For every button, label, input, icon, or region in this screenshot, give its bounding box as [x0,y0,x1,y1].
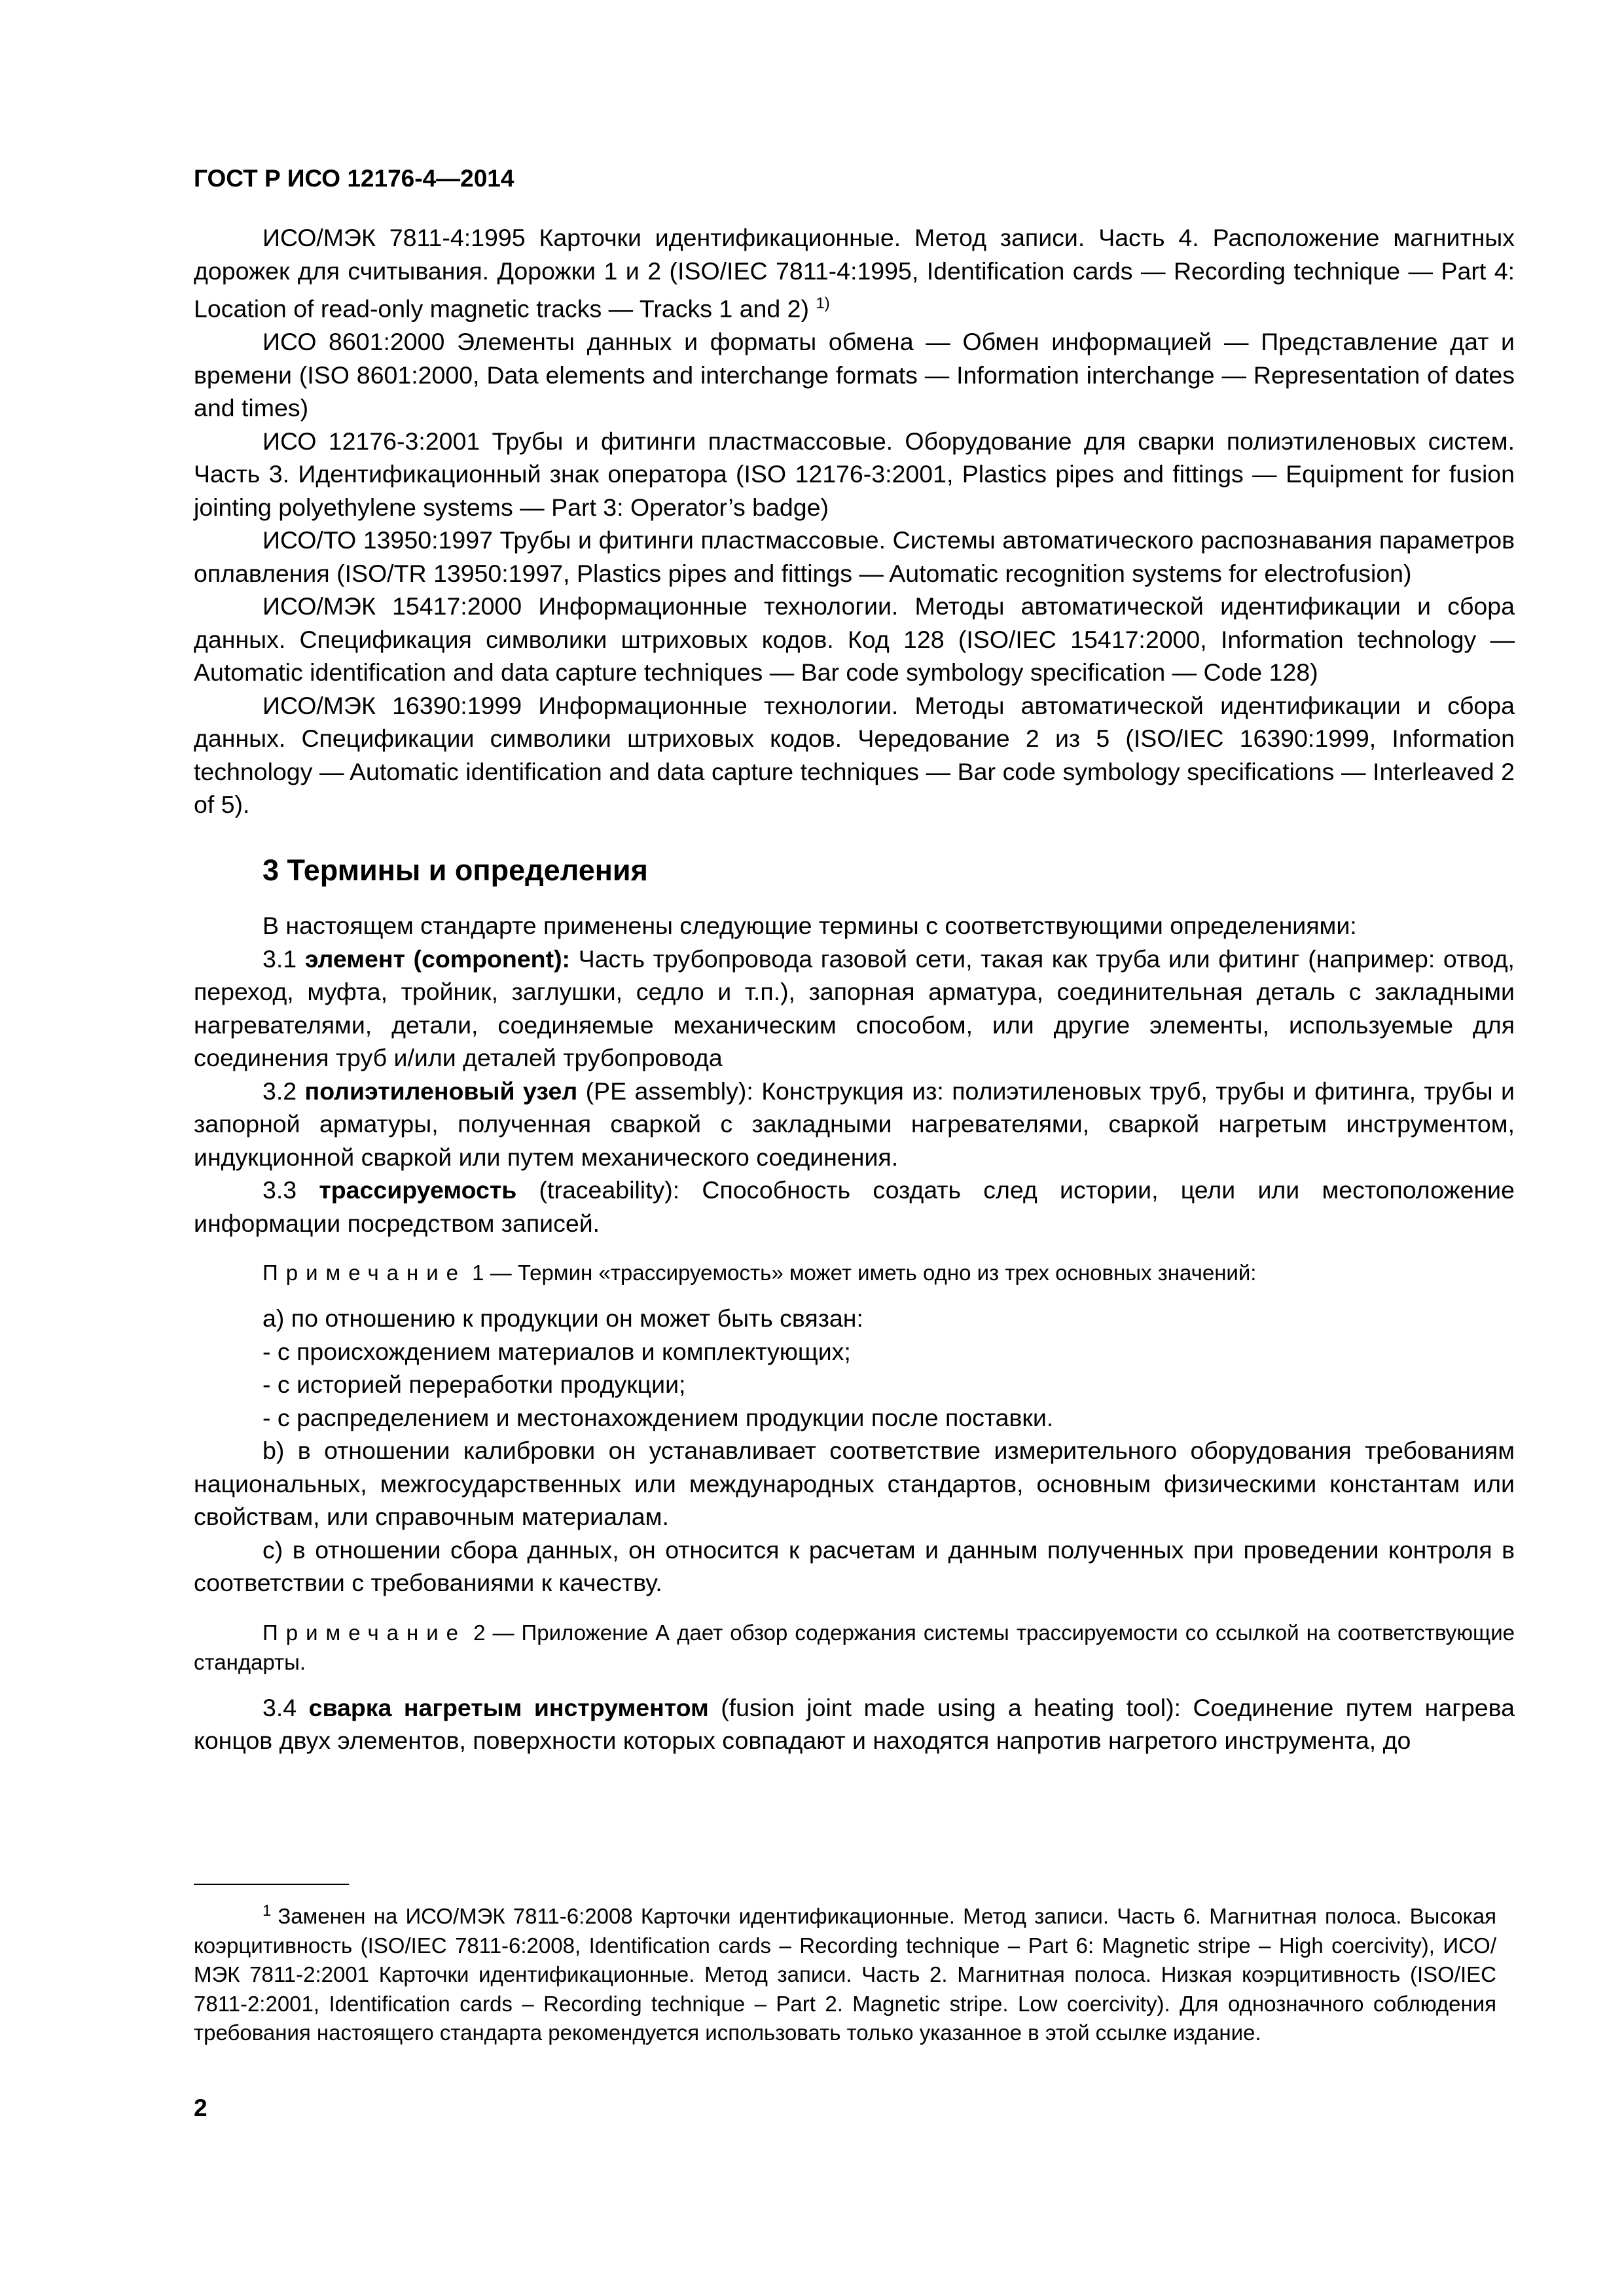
term-number: 3.3 [262,1176,319,1204]
term-definition [194,942,1515,1075]
reference-item [194,325,1515,425]
term-text: (PE assembly): Конструкция из: полиэтиленовых труб, трубы и фитинга, трубы и запорной арматуры, полученная сваркой с закладными нагревателями, сваркой нагретым инструментом, индукционной сваркой или путем механического соединения. [194,1077,1515,1171]
page-number: 2 [194,2094,208,2121]
reference-text: ИСО 8601:2000 Элементы данных и форматы обмена — Обмен информацией — Представление дат и времени (ISO 8601:2000, Data elements and interchange formats — Information interchange — Representation of dates and times) [194,328,1515,422]
footnote-number: 1 [262,1902,272,1920]
term-number: 3.1 [262,944,305,973]
note [194,1618,1515,1677]
list-item: - с историей переработки продукции; [262,1371,686,1398]
reference-item [194,221,1515,325]
list-item: а) по отношению к продукции он может быть связан: [262,1304,863,1332]
term-name: трассируемость [319,1176,517,1204]
reference-item [194,524,1515,590]
footnote [194,1897,1496,2048]
reference-text: ИСО/МЭК 15417:2000 Информационные технологии. Методы автоматической идентификации и сбора данных. Спецификация символики штриховых кодов. Код 128 (ISO/IEC 15417:2000, Information technology — Automatic identification and data capture techniques — Bar code symbology specification — Code 128) [194,592,1515,686]
reference-text: ИСО/ТО 13950:1997 Трубы и фитинги пластмассовые. Системы автоматического распознавания параметров оплавления (ISO/TR 13950:1997, Plastics pipes and fittings — Automatic recognition systems for electrofusion) [194,526,1515,587]
term-name: сварка нагретым инструментом [308,1693,709,1721]
note-text: 2 — Приложение А дает обзор содержания системы трассируемости со ссылкой на соответствующие стандарты. [194,1620,1515,1674]
document-header: ГОСТ Р ИСО 12176-4—2014 [194,165,514,192]
list-item: b) в отношении калибровки он устанавливает соответствие измерительного оборудования требованиям национальных, межгосударственных или международных стандартов, основным физическими константам или свойствам, или справочным материалам. [194,1437,1515,1530]
footnote-text: Заменен на ИСО/МЭК 7811-6:2008 Карточки идентификационные. Метод записи. Часть 6. Магнитная полоса. Высокая коэрцитивность (ISO/IEC 7811-6:2008, Identification cards – Recording technique – Part 6: Magnetic stripe – High coercivity), ИСО/МЭК 7811-2:2001 Карточки идентификационные. Метод записи. Часть 2. Магнитная полоса. Низкая коэрцитивность (ISO/IEC 7811-2:2001, Identification cards – Recording technique – Part 2. Magnetic stripe. Low coercivity). Для однозначного соблюдения требования настоящего стандарта рекомендуется использовать только указанное в этой ссылке издание. [194,1904,1496,2045]
term-name: элемент (component): [304,944,571,973]
term-text: Часть трубопровода газовой сети, такая как труба или фитинг (например: отвод, переход, муфта, тройник, заглушки, седло и т.п.), запорная арматура, соединительная деталь с закладными нагревателями, детали, соединяемые механическим способом, или другие элементы, используемые для соединения труб и/или деталей трубопровода [194,944,1515,1071]
reference-item [194,689,1515,821]
body-text [194,221,1515,1757]
term-text: (traceability): Способность создать след истории, цели или местоположение информации посредством записей. [194,1176,1515,1237]
section-intro: В настоящем стандарте применены следующие термины с соответствующими определениями: [262,912,1357,939]
term-name: полиэтиленовый узел [304,1077,578,1105]
list-item: - с распределением и местонахождением продукции после поставки. [262,1403,1054,1431]
reference-item [194,425,1515,524]
section-heading: 3 Термины и определения [262,853,648,887]
term-number: 3.4 [262,1693,309,1721]
footnote-marker: 1) [816,295,830,312]
reference-item [194,590,1515,689]
list-item: - с происхождением материалов и комплектующих; [262,1337,851,1365]
note-label: Примечание [262,1620,467,1645]
term-definition [194,1174,1515,1240]
footnote-divider [194,1884,349,1885]
term-text: (fusion joint made using a heating tool): Соединение путем нагрева концов двух элементов, поверхности которых совпадают и находятся напротив нагретого инструмента, до [194,1693,1515,1754]
list-item: с) в отношении сбора данных, он относится к расчетам и данным полученных при проведении контроля в соответствии с требованиями к качеству. [194,1535,1515,1596]
term-definition [194,1075,1515,1174]
term-definition [194,1691,1515,1757]
reference-text: ИСО 12176-3:2001 Трубы и фитинги пластмассовые. Оборудование для сварки полиэтиленовых систем. Часть 3. Идентификационный знак оператора (ISO 12176-3:2001, Plastics pipes and fittings — Equipment for fusion jointing polyethylene systems — Part 3: Operator’s badge) [194,427,1515,521]
reference-text: ИСО/МЭК 7811-4:1995 Карточки идентификационные. Метод записи. Часть 4. Расположение магнитных дорожек для считывания. Дорожки 1 и 2 (ISO/IEC 7811-4:1995, Identification cards — Recording technique — Part 4: Location of read-only magnetic tracks — Tracks 1 and 2) [194,224,1515,323]
term-number: 3.2 [262,1077,305,1105]
note [194,1258,1515,1287]
note-text: 1 — Термин «трассируемость» может иметь одно из трех основных значений: [466,1261,1257,1285]
reference-text: ИСО/МЭК 16390:1999 Информационные технологии. Методы автоматической идентификации и сбора данных. Спецификации символики штриховых кодов. Чередование 2 из 5 (ISO/IEC 16390:1999, Information technology — Automatic identification and data capture techniques — Bar code symbology specifications — Interleaved 2 of 5). [194,691,1515,818]
note-label: Примечание [262,1261,467,1285]
